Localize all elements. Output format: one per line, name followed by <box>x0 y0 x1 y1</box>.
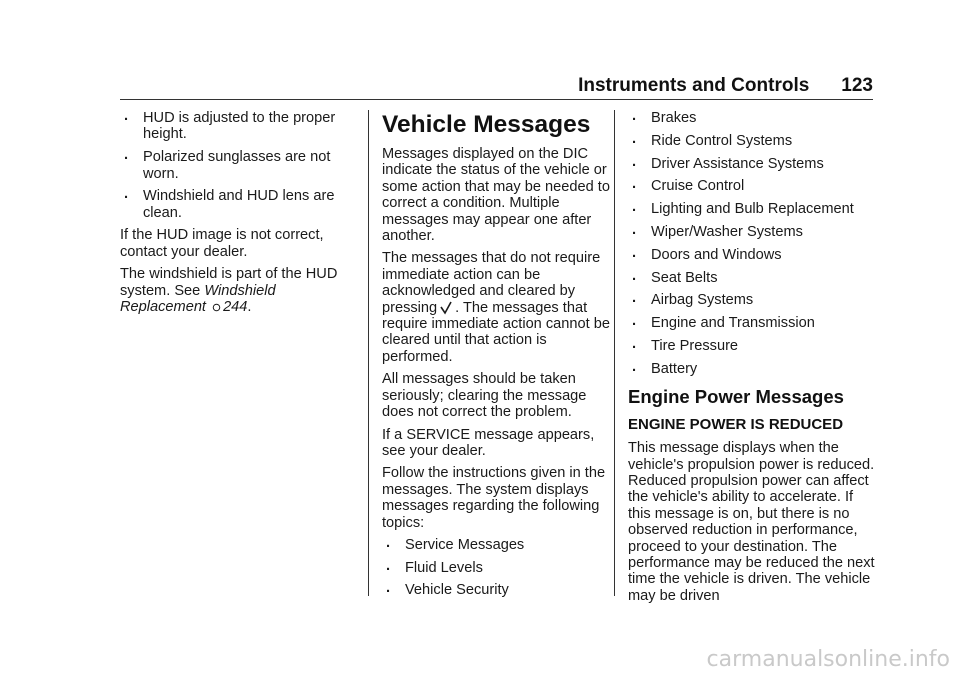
list-item: . HUD is adjusted to the proper height. <box>120 110 350 143</box>
paragraph: Messages displayed on the DIC indicate the status of the vehicle or some action that may be needed to correct a condition. Multiple messages may appear one after another. <box>382 146 610 245</box>
paragraph: This message displays when the vehicle's propulsion power is reduced. Reduced propulsion power can affect the vehicle's ability to accelerate. If this message is on, but there is no observed reduction in performance, proceed to your destination. The performance may be reduced the next time the vehicle is driven. The vehicle may be driven <box>628 440 875 604</box>
list-item: . Fluid Levels <box>382 560 610 576</box>
hud-conditions-list <box>120 110 350 221</box>
list-item: . Brakes <box>628 110 878 126</box>
topics-list-continued <box>628 110 878 377</box>
page-header <box>120 72 873 100</box>
checkmark-icon <box>439 301 453 315</box>
header-divider <box>120 99 873 100</box>
column-middle <box>382 110 610 605</box>
paragraph-acknowledge: The messages that do not require immediate action can be acknowledged and cleared by pressing . The messages that require immediate action cannot be cleared until that action is performed. <box>382 250 610 365</box>
engine-power-reduced-subheading: ENGINE POWER IS REDUCED <box>628 416 844 434</box>
windshield-replacement-link[interactable]: Windshield Replacement <box>120 282 276 315</box>
column-divider-2 <box>614 110 615 596</box>
list-item: . Service Messages <box>382 537 610 553</box>
paragraph: Follow the instructions given in the messages. The system displays messages regarding the following topics: <box>382 465 606 531</box>
list-item: . Driver Assistance Systems <box>628 156 878 172</box>
list-item: . Cruise Control <box>628 178 878 194</box>
list-item: . Tire Pressure <box>628 338 878 354</box>
list-item: . Ride Control Systems <box>628 133 878 149</box>
list-item: . Wiper/Washer Systems <box>628 224 878 240</box>
column-right <box>628 110 878 610</box>
paragraph-see-reference: The windshield is part of the HUD system. See Windshield Replacement 244. <box>120 266 338 315</box>
vehicle-messages-heading: Vehicle Messages <box>382 111 591 138</box>
list-item: . Vehicle Security <box>382 582 610 598</box>
section-title: Instruments and Controls <box>578 75 810 96</box>
list-item: . Lighting and Bulb Replacement <box>628 201 878 217</box>
list-item: . Seat Belts <box>628 270 878 286</box>
paragraph: If a SERVICE message appears, see your dealer. <box>382 426 595 459</box>
list-item: . Airbag Systems <box>628 292 878 308</box>
list-item: . Doors and Windows <box>628 247 878 263</box>
column-left <box>120 110 350 321</box>
list-item: . Windshield and HUD lens are clean. <box>120 188 350 221</box>
page-number: 123 <box>841 75 873 96</box>
list-item: . Engine and Transmission <box>628 315 878 331</box>
page-reference[interactable]: 244 <box>223 298 248 315</box>
paragraph: If the HUD image is not correct, contact your dealer. <box>120 227 324 260</box>
list-item: . Battery <box>628 361 878 377</box>
paragraph: All messages should be taken seriously; clearing the message does not correct the problem. <box>382 371 587 421</box>
topics-list <box>382 537 610 599</box>
column-divider-1 <box>368 110 369 596</box>
page-reference-icon <box>212 303 221 312</box>
watermark: carmanualsonline.info <box>706 647 950 672</box>
list-item: . Polarized sunglasses are not worn. <box>120 149 350 182</box>
engine-power-messages-heading: Engine Power Messages <box>628 386 844 408</box>
